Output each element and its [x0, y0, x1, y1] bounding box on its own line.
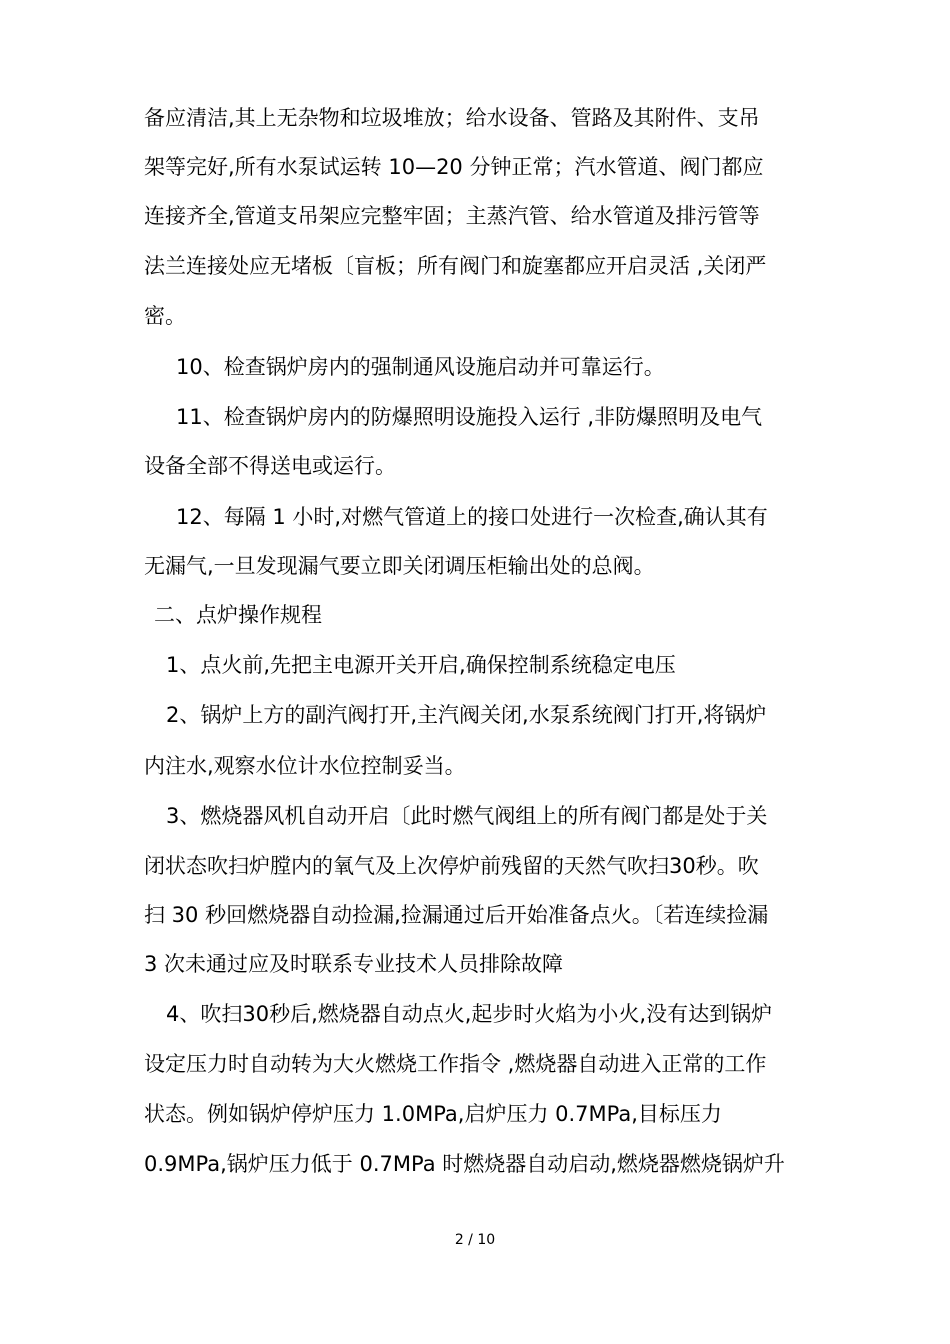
paragraph-line: 设备全部不得送电或运行。	[144, 454, 396, 478]
paragraph-line: 连接齐全,管道支吊架应完整牢固；主蒸汽管、给水管道及排污管等	[144, 204, 760, 228]
paragraph-line: 内注水,观察水位计水位控制妥当。	[144, 754, 466, 778]
paragraph-line: 3、燃烧器风机自动开启〔此时燃气阀组上的所有阀门都是处于关	[166, 804, 768, 828]
paragraph-line: 10、检查锅炉房内的强制通风设施启动并可靠运行。	[176, 355, 665, 379]
paragraph-line: 4、吹扫30秒后,燃烧器自动点火,起步时火焰为小火,没有达到锅炉	[166, 1002, 773, 1026]
paragraph-line: 法兰连接处应无堵板〔盲板；所有阀门和旋塞都应开启灵活 ,关闭严	[144, 254, 767, 278]
paragraph-line: 11、检查锅炉房内的防爆照明设施投入运行 ,非防爆照明及电气	[176, 405, 763, 429]
paragraph-line: 1、点火前,先把主电源开关开启,确保控制系统稳定电压	[166, 653, 676, 677]
paragraph-line: 设定压力时自动转为大火燃烧工作指令 ,燃烧器自动进入正常的工作	[144, 1052, 767, 1076]
paragraph-line: 12、每隔 1 小时,对燃气管道上的接口处进行一次检查,确认其有	[176, 505, 768, 529]
paragraph-line: 状态。例如锅炉停炉压力 1.0MPa,启炉压力 0.7MPa,目标压力	[144, 1102, 722, 1126]
paragraph-line: 架等完好,所有水泵试运转 10—20 分钟正常；汽水管道、阀门都应	[144, 155, 764, 179]
paragraph-line: 3 次未通过应及时联系专业技术人员排除故障	[144, 952, 564, 976]
section-heading: 二、点炉操作规程	[154, 603, 322, 627]
paragraph-line: 扫 30 秒回燃烧器自动捡漏,捡漏通过后开始准备点火。〔若连续捡漏	[144, 903, 769, 927]
paragraph-line: 无漏气,一旦发现漏气要立即关闭调压柜输出处的总阀。	[144, 554, 655, 578]
page-number: 2 / 10	[454, 1232, 496, 1248]
paragraph-line: 闭状态吹扫炉膛内的氧气及上次停炉前残留的天然气吹扫30秒。吹	[144, 854, 759, 878]
paragraph-line: 密。	[144, 304, 186, 328]
paragraph-line: 备应清洁,其上无杂物和垃圾堆放；给水设备、管路及其附件、支吊	[144, 106, 760, 130]
paragraph-line: 0.9MPa,锅炉压力低于 0.7MPa 时燃烧器自动启动,燃烧器燃烧锅炉升	[144, 1152, 785, 1176]
paragraph-line: 2、锅炉上方的副汽阀打开,主汽阀关闭,水泵系统阀门打开,将锅炉	[166, 703, 767, 727]
